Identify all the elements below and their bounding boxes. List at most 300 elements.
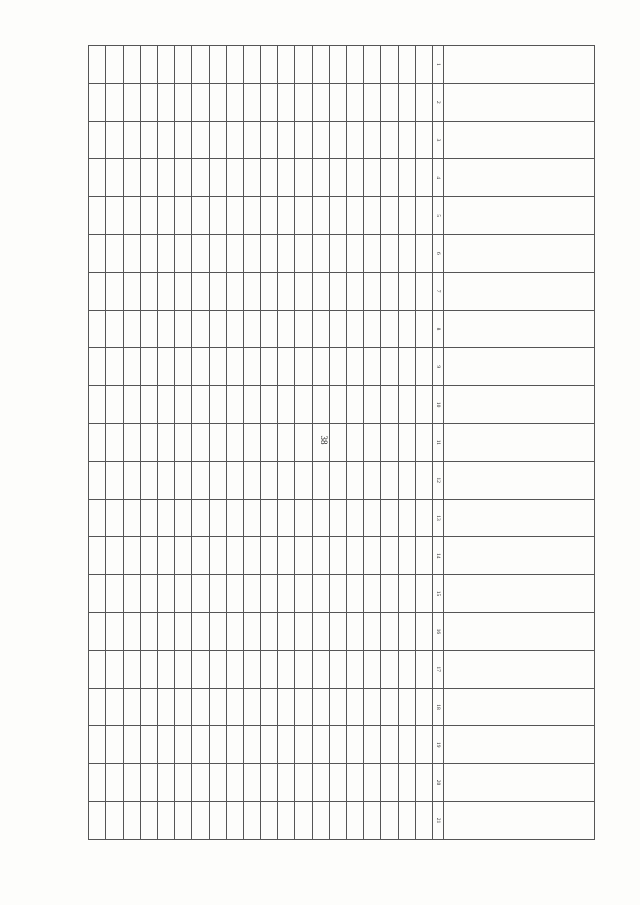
table-cell [158, 461, 175, 499]
table-cell [175, 612, 192, 650]
table-cell [347, 197, 364, 235]
column-number: 20 [433, 764, 444, 802]
table-cell [89, 83, 106, 121]
table-cell [106, 272, 123, 310]
relocation-table [88, 45, 595, 840]
table-cell [415, 310, 432, 348]
table-cell [106, 764, 123, 802]
table-cell [123, 159, 140, 197]
table-cell [123, 461, 140, 499]
column-number: 4 [433, 159, 444, 197]
table-cell [381, 348, 398, 386]
table-cell [226, 46, 243, 84]
table-cell [398, 348, 415, 386]
table-cell [123, 688, 140, 726]
table-cell [209, 612, 226, 650]
header-cell [444, 764, 595, 802]
table-cell [158, 348, 175, 386]
table-cell [175, 801, 192, 839]
table-cell [89, 197, 106, 235]
table-cell [381, 801, 398, 839]
table-cell [398, 688, 415, 726]
table-cell [295, 197, 312, 235]
table-cell [312, 537, 329, 575]
table-cell [175, 234, 192, 272]
table-cell [243, 197, 260, 235]
table-cell [175, 46, 192, 84]
header-cell [444, 272, 595, 310]
table-cell [278, 461, 295, 499]
column-number: 14 [433, 537, 444, 575]
table-cell [140, 612, 157, 650]
table-cell [295, 234, 312, 272]
column-number: 12 [433, 461, 444, 499]
table-cell [364, 612, 381, 650]
table-cell [243, 348, 260, 386]
header-cell [444, 461, 595, 499]
column-number: 10 [433, 386, 444, 424]
table-cell [89, 234, 106, 272]
table-cell [106, 612, 123, 650]
table-cell [329, 310, 346, 348]
table-cell [381, 121, 398, 159]
table-cell [89, 461, 106, 499]
table-cell [364, 348, 381, 386]
table-cell [106, 801, 123, 839]
table-cell [192, 688, 209, 726]
table-cell [381, 499, 398, 537]
table-cell [226, 764, 243, 802]
table-cell [398, 764, 415, 802]
table-cell [209, 499, 226, 537]
table-cell [89, 537, 106, 575]
table-cell [278, 46, 295, 84]
table-cell [123, 726, 140, 764]
table-cell [364, 46, 381, 84]
table-cell [123, 575, 140, 613]
table-cell [415, 46, 432, 84]
table-cell [415, 83, 432, 121]
table-cell [398, 386, 415, 424]
table-cell [106, 386, 123, 424]
table-cell [243, 499, 260, 537]
table-cell [261, 197, 278, 235]
table-cell [158, 310, 175, 348]
table-cell [381, 46, 398, 84]
table-cell [140, 499, 157, 537]
table-cell [261, 234, 278, 272]
table-cell [140, 575, 157, 613]
table-cell [347, 726, 364, 764]
table-cell [140, 386, 157, 424]
table-cell [209, 348, 226, 386]
table-row [226, 46, 243, 840]
table-cell [226, 612, 243, 650]
table-row [261, 46, 278, 840]
table-cell [329, 46, 346, 84]
table-cell [192, 764, 209, 802]
table-cell [209, 121, 226, 159]
table-row [209, 46, 226, 840]
table-cell [243, 688, 260, 726]
table-cell [347, 386, 364, 424]
table-cell [140, 159, 157, 197]
table-cell [243, 159, 260, 197]
header-cell [444, 575, 595, 613]
table-cell [381, 575, 398, 613]
table-cell [364, 537, 381, 575]
table-cell [415, 121, 432, 159]
table-cell [123, 537, 140, 575]
table-row [175, 46, 192, 840]
table-cell [106, 348, 123, 386]
column-number-row [433, 46, 444, 840]
header-cell [444, 423, 595, 461]
table-cell [329, 726, 346, 764]
table-cell [295, 764, 312, 802]
table-cell [364, 121, 381, 159]
table-cell [278, 726, 295, 764]
table-cell [381, 197, 398, 235]
table-cell [123, 46, 140, 84]
table-cell [278, 650, 295, 688]
table-cell [123, 801, 140, 839]
table-row [278, 46, 295, 840]
table-cell [261, 272, 278, 310]
table-cell [312, 234, 329, 272]
table-cell [175, 159, 192, 197]
table-cell [347, 461, 364, 499]
table-cell [312, 423, 329, 461]
table-cell [398, 234, 415, 272]
table-cell [261, 688, 278, 726]
table-cell [158, 537, 175, 575]
table-cell [364, 764, 381, 802]
table-cell [226, 537, 243, 575]
table-cell [415, 197, 432, 235]
column-number: 17 [433, 650, 444, 688]
table-cell [192, 612, 209, 650]
table-cell [278, 688, 295, 726]
table-cell [364, 272, 381, 310]
table-cell [158, 612, 175, 650]
table-cell [140, 764, 157, 802]
table-cell [312, 310, 329, 348]
table-cell [415, 537, 432, 575]
table-cell [295, 348, 312, 386]
table-cell [175, 650, 192, 688]
table-cell [278, 83, 295, 121]
column-number: 8 [433, 310, 444, 348]
table-cell [261, 612, 278, 650]
table-cell [364, 461, 381, 499]
table-cell [209, 688, 226, 726]
table-cell [329, 121, 346, 159]
table-cell [192, 801, 209, 839]
table-cell [312, 650, 329, 688]
table-cell [295, 272, 312, 310]
table-cell [295, 310, 312, 348]
table-cell [243, 612, 260, 650]
table-cell [243, 764, 260, 802]
table-cell [226, 159, 243, 197]
table-header-row [444, 46, 595, 840]
table-cell [243, 537, 260, 575]
table-cell [415, 159, 432, 197]
table-cell [243, 726, 260, 764]
table-cell [243, 310, 260, 348]
table-cell [398, 461, 415, 499]
table-cell [329, 83, 346, 121]
table-cell [175, 197, 192, 235]
table-cell [89, 310, 106, 348]
table-cell [209, 197, 226, 235]
table-cell [140, 310, 157, 348]
table-cell [398, 423, 415, 461]
table-cell [312, 46, 329, 84]
table-cell [364, 159, 381, 197]
table-row [140, 46, 157, 840]
column-number: 9 [433, 348, 444, 386]
table-row [295, 46, 312, 840]
table-cell [106, 537, 123, 575]
table-cell [312, 272, 329, 310]
table-cell [243, 83, 260, 121]
table-row [398, 46, 415, 840]
table-cell [192, 46, 209, 84]
table-cell [209, 386, 226, 424]
table-cell [243, 650, 260, 688]
table-cell [329, 423, 346, 461]
table-cell [158, 46, 175, 84]
table-cell [312, 764, 329, 802]
table-cell [347, 121, 364, 159]
table-cell [312, 197, 329, 235]
table-cell [89, 423, 106, 461]
table-cell [243, 575, 260, 613]
table-cell [175, 348, 192, 386]
table-cell [226, 650, 243, 688]
table-cell [398, 272, 415, 310]
page-number: 38 [319, 435, 329, 445]
table-cell [243, 801, 260, 839]
table-cell [175, 121, 192, 159]
table-cell [364, 650, 381, 688]
table-cell [329, 197, 346, 235]
table-cell [158, 499, 175, 537]
table-cell [398, 310, 415, 348]
table-cell [140, 83, 157, 121]
table-cell [140, 537, 157, 575]
table-cell [278, 537, 295, 575]
table-cell [415, 575, 432, 613]
table-cell [123, 272, 140, 310]
table-cell [364, 310, 381, 348]
table-cell [192, 386, 209, 424]
header-cell [444, 234, 595, 272]
table-cell [140, 197, 157, 235]
table-cell [158, 726, 175, 764]
table-cell [192, 650, 209, 688]
table-cell [278, 612, 295, 650]
table-cell [347, 423, 364, 461]
table-cell [295, 575, 312, 613]
table-cell [381, 650, 398, 688]
table-cell [398, 612, 415, 650]
table-cell [329, 386, 346, 424]
table-cell [261, 159, 278, 197]
header-cell [444, 612, 595, 650]
table-cell [192, 423, 209, 461]
table-cell [364, 197, 381, 235]
table-cell [295, 46, 312, 84]
table-cell [329, 575, 346, 613]
table-cell [140, 348, 157, 386]
table-cell [243, 272, 260, 310]
table-cell [398, 575, 415, 613]
column-number: 16 [433, 612, 444, 650]
table-cell [381, 272, 398, 310]
table-cell [415, 688, 432, 726]
table-cell [398, 46, 415, 84]
column-number: 13 [433, 499, 444, 537]
table-cell [398, 650, 415, 688]
table-cell [175, 764, 192, 802]
table-cell [243, 46, 260, 84]
table-cell [158, 650, 175, 688]
table-cell [415, 461, 432, 499]
table-cell [295, 121, 312, 159]
table-row [347, 46, 364, 840]
table-cell [226, 461, 243, 499]
column-number: 5 [433, 197, 444, 235]
table-cell [89, 801, 106, 839]
table-cell [295, 499, 312, 537]
table-cell [140, 461, 157, 499]
table-cell [192, 159, 209, 197]
table-cell [415, 272, 432, 310]
table-cell [329, 234, 346, 272]
table-row [415, 46, 432, 840]
table-cell [415, 386, 432, 424]
table-cell [106, 423, 123, 461]
table-cell [175, 386, 192, 424]
table-cell [381, 461, 398, 499]
table-cell [261, 46, 278, 84]
table-cell [381, 83, 398, 121]
table-cell [243, 423, 260, 461]
table-cell [209, 764, 226, 802]
table-cell [312, 83, 329, 121]
table-cell [329, 650, 346, 688]
table-cell [364, 801, 381, 839]
table-cell [347, 234, 364, 272]
table-cell [209, 575, 226, 613]
table-cell [140, 121, 157, 159]
column-number: 11 [433, 423, 444, 461]
table-cell [192, 537, 209, 575]
header-cell [444, 650, 595, 688]
table-cell [89, 272, 106, 310]
table-cell [347, 650, 364, 688]
table-cell [140, 46, 157, 84]
table-cell [106, 726, 123, 764]
table-cell [226, 197, 243, 235]
table-cell [226, 499, 243, 537]
table-cell [243, 386, 260, 424]
table-cell [415, 499, 432, 537]
table-cell [329, 348, 346, 386]
table-cell [329, 159, 346, 197]
table-cell [175, 310, 192, 348]
table-cell [415, 612, 432, 650]
table-cell [175, 499, 192, 537]
table-cell [209, 801, 226, 839]
table-cell [261, 423, 278, 461]
table-cell [89, 575, 106, 613]
table-cell [106, 461, 123, 499]
table-cell [364, 234, 381, 272]
table-cell [106, 46, 123, 84]
column-number: 15 [433, 575, 444, 613]
table-row [123, 46, 140, 840]
table-cell [261, 121, 278, 159]
table-cell [106, 650, 123, 688]
table-cell [192, 234, 209, 272]
table-cell [364, 499, 381, 537]
table-cell [175, 575, 192, 613]
table-cell [140, 801, 157, 839]
table-cell [329, 461, 346, 499]
table-cell [243, 461, 260, 499]
table-cell [415, 234, 432, 272]
table-cell [415, 764, 432, 802]
column-number: 21 [433, 801, 444, 839]
table-cell [364, 83, 381, 121]
table-cell [278, 386, 295, 424]
table-row [243, 46, 260, 840]
table-cell [158, 423, 175, 461]
header-cell [444, 537, 595, 575]
table-cell [295, 726, 312, 764]
table-cell [364, 575, 381, 613]
table-cell [381, 764, 398, 802]
table-cell [158, 801, 175, 839]
column-number: 3 [433, 121, 444, 159]
table-cell [312, 121, 329, 159]
table-cell [364, 726, 381, 764]
table-cell [295, 537, 312, 575]
table-cell [329, 272, 346, 310]
table-cell [364, 423, 381, 461]
header-cell [444, 310, 595, 348]
table-cell [312, 499, 329, 537]
table-cell [278, 423, 295, 461]
table-cell [140, 688, 157, 726]
column-number: 2 [433, 83, 444, 121]
table-cell [278, 272, 295, 310]
table-cell [175, 272, 192, 310]
table-cell [295, 423, 312, 461]
table-cell [158, 121, 175, 159]
column-number: 19 [433, 726, 444, 764]
table-cell [175, 537, 192, 575]
table-cell [158, 234, 175, 272]
table-cell [295, 650, 312, 688]
table-cell [89, 764, 106, 802]
table-cell [381, 726, 398, 764]
table-cell [278, 764, 295, 802]
